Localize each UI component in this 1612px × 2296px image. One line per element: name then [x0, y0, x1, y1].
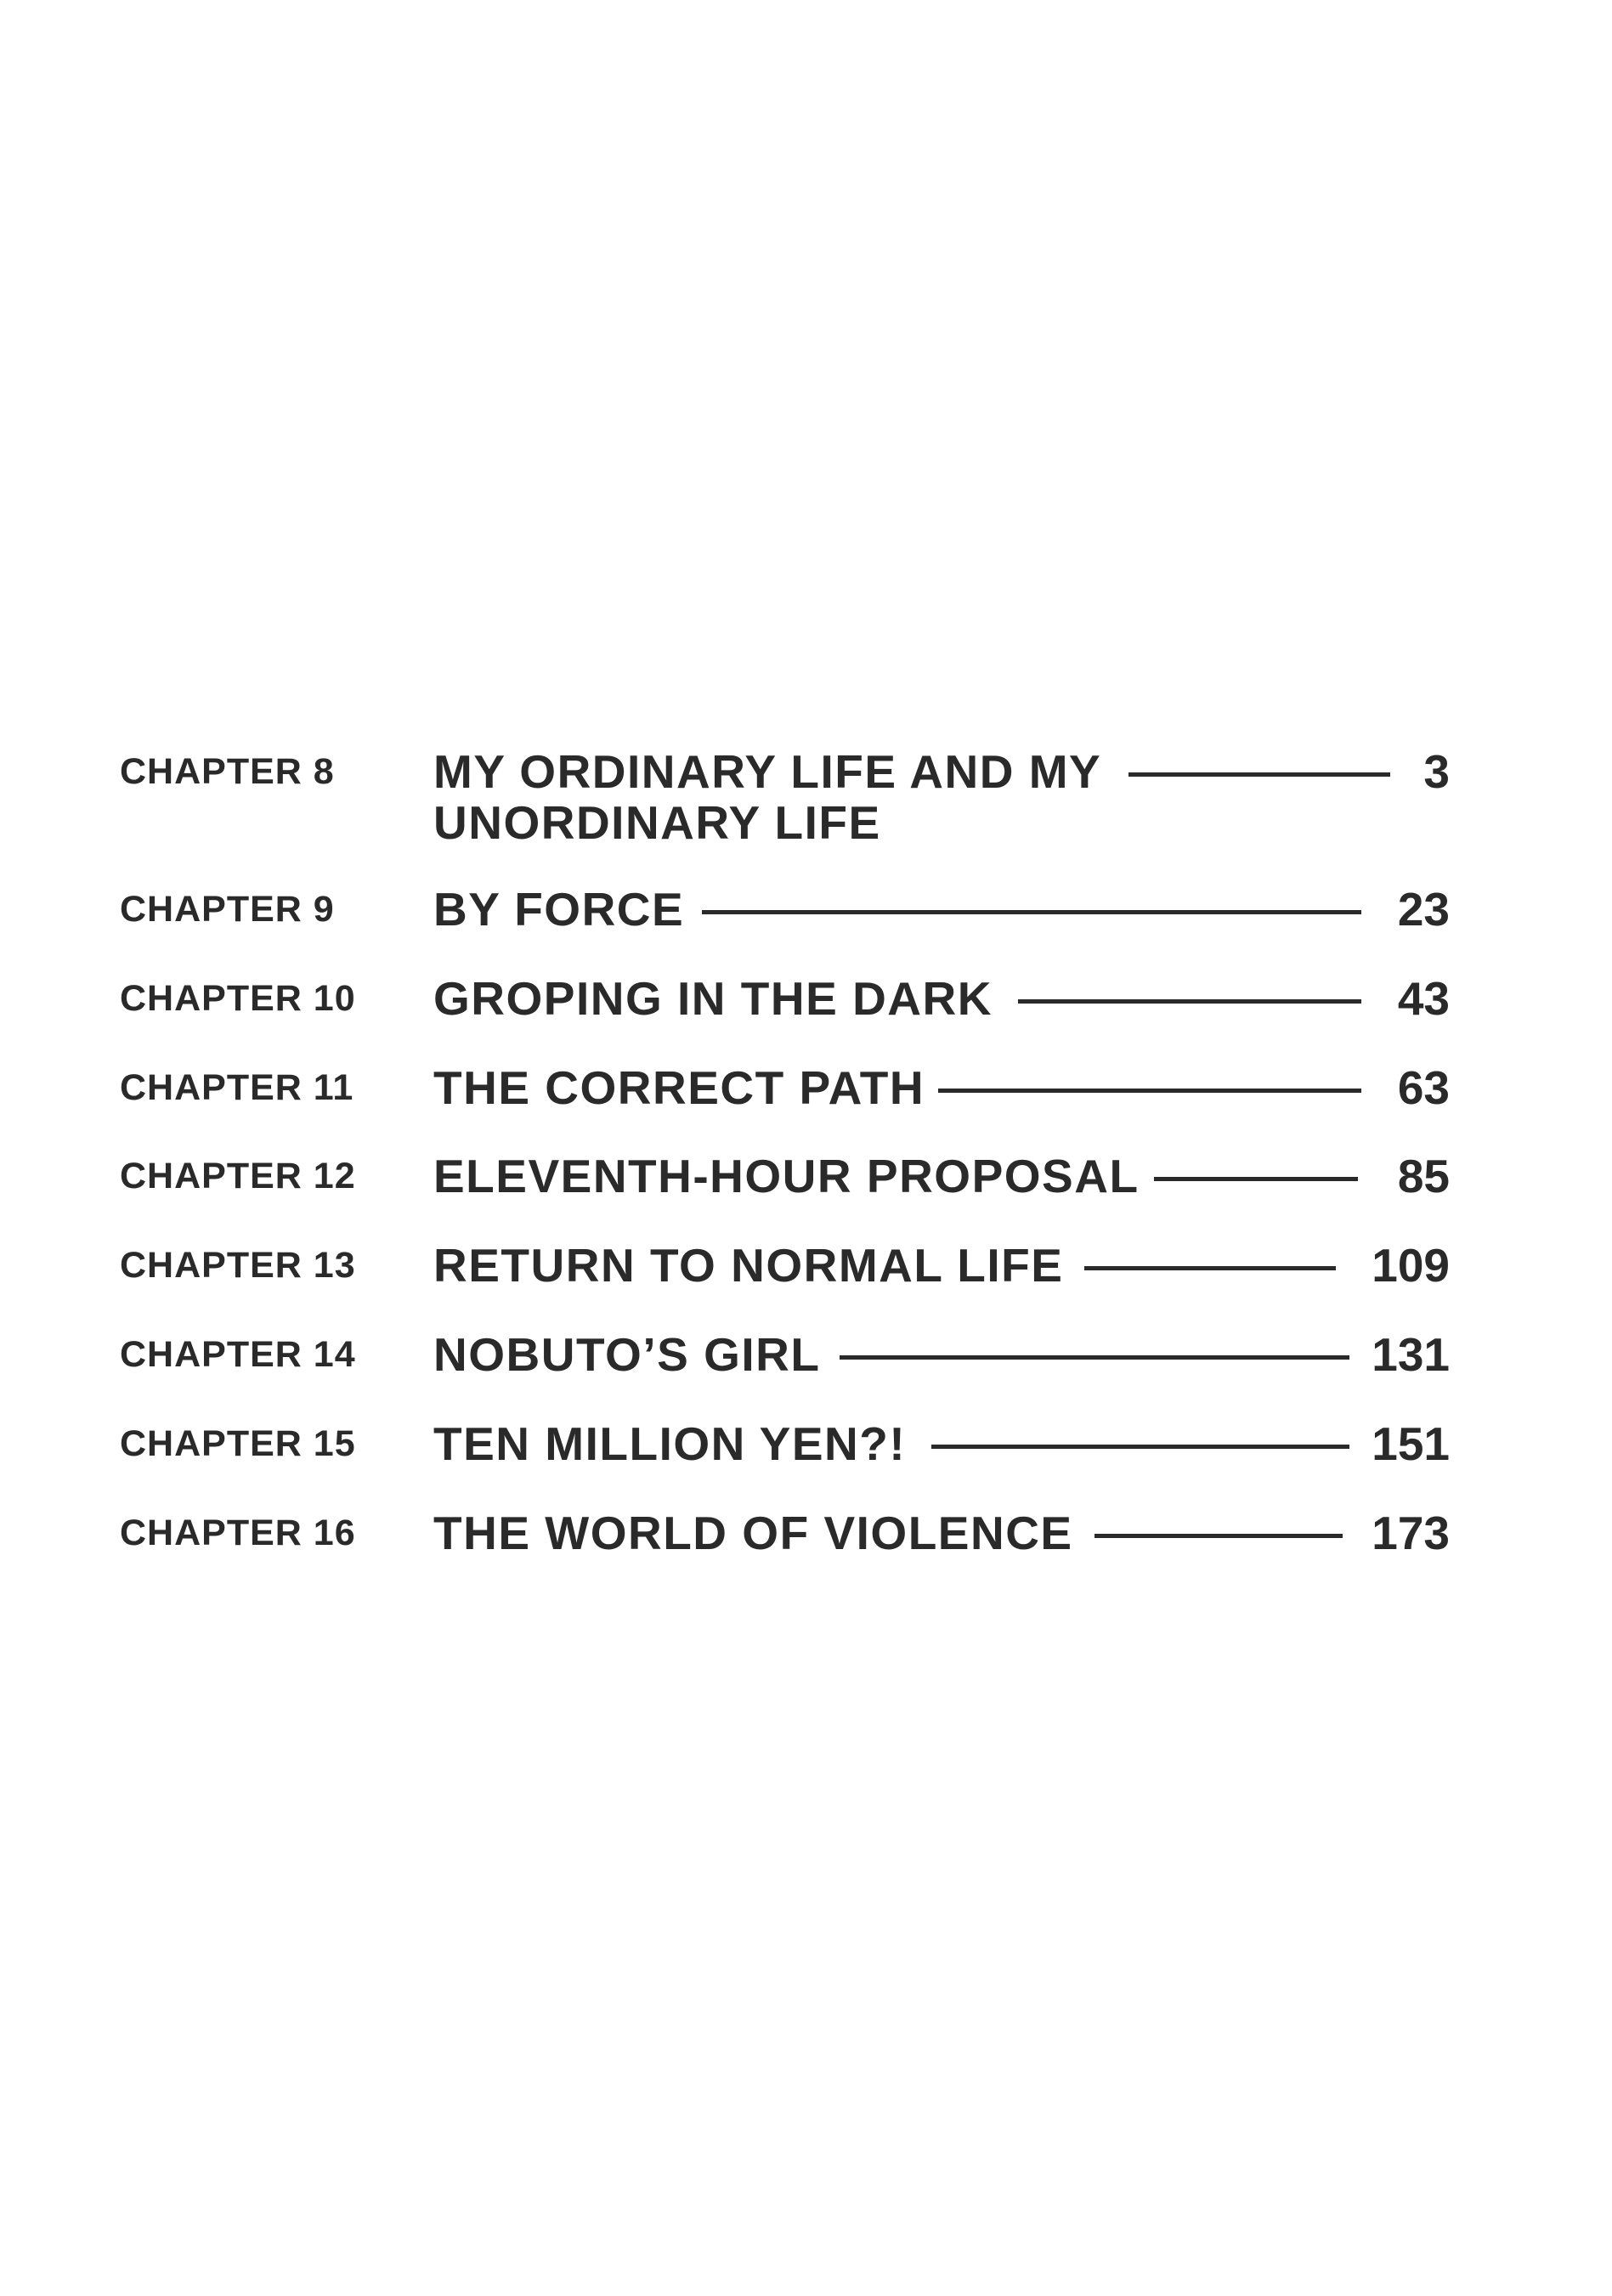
chapter-label: CHAPTER 11: [120, 1067, 354, 1108]
chapter-label: CHAPTER 14: [120, 1334, 356, 1375]
chapter-title-line-2: UNORDINARY LIFE: [433, 796, 881, 849]
chapter-label: CHAPTER 12: [120, 1156, 356, 1196]
page-number: 63: [1397, 1061, 1450, 1114]
leader-line: [702, 910, 1361, 914]
chapter-title: THE CORRECT PATH: [433, 1061, 925, 1114]
chapter-title: BY FORCE: [433, 883, 685, 936]
leader-line: [938, 1089, 1361, 1093]
leader-line: [1018, 999, 1361, 1004]
toc-entry-chapter-16: [0, 1507, 1612, 1626]
chapter-title: GROPING IN THE DARK: [433, 972, 993, 1025]
page-number: 85: [1397, 1150, 1450, 1202]
chapter-title: [433, 746, 1101, 848]
page-number: 43: [1397, 972, 1450, 1025]
leader-line: [1128, 772, 1390, 777]
chapter-label: CHAPTER 13: [120, 1245, 356, 1286]
page-number: 173: [1372, 1507, 1450, 1559]
toc-entry-chapter-8: [0, 746, 1612, 865]
leader-line: [1094, 1534, 1343, 1538]
chapter-title: THE WORLD OF VIOLENCE: [433, 1507, 1073, 1559]
leader-line: [1084, 1266, 1336, 1270]
chapter-title: ELEVENTH-HOUR PROPOSAL: [433, 1150, 1140, 1202]
chapter-label: CHAPTER 9: [120, 889, 335, 930]
page-number: 23: [1397, 883, 1450, 936]
chapter-title: TEN MILLION YEN?!: [433, 1417, 907, 1470]
page-number: 109: [1372, 1239, 1450, 1292]
chapter-label: CHAPTER 16: [120, 1513, 356, 1553]
leader-line: [840, 1355, 1349, 1360]
chapter-label: CHAPTER 8: [120, 751, 335, 792]
page-number: 151: [1372, 1417, 1450, 1470]
chapter-title: RETURN TO NORMAL LIFE: [433, 1239, 1064, 1292]
chapter-title-line-1: MY ORDINARY LIFE AND MY: [433, 745, 1102, 798]
chapter-label: CHAPTER 15: [120, 1423, 356, 1464]
leader-line: [931, 1445, 1349, 1449]
page-number: 3: [1423, 745, 1450, 798]
page-number: 131: [1372, 1328, 1450, 1381]
chapter-title: NOBUTO’S GIRL: [433, 1328, 821, 1381]
chapter-label: CHAPTER 10: [120, 978, 356, 1019]
leader-line: [1154, 1177, 1358, 1181]
